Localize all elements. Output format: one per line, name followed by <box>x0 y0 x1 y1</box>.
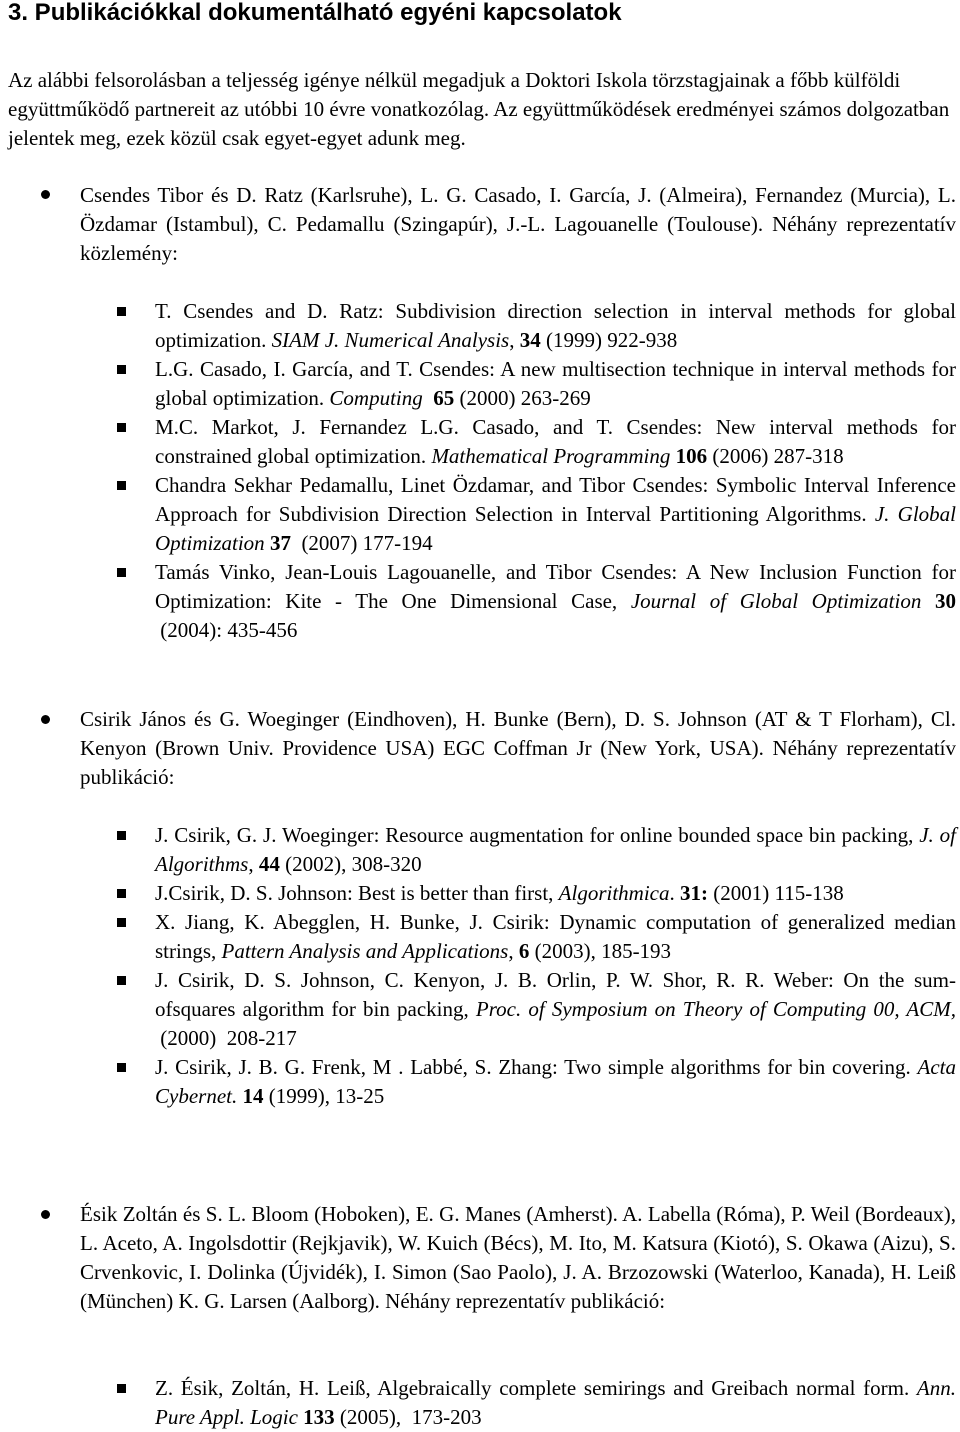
collaboration-text: Csendes Tibor és D. Ratz (Karlsruhe), L. G. Casado, I. García, J. (Almeira), Fernandez (Murcia), L. Özdamar (Istambul), C. Pedamallu (Szingapúr), J.-L. Lagouanelle (Toulouse). Néhány reprezentatív közlemény: <box>80 183 956 265</box>
square-bullet-icon <box>117 307 126 316</box>
publication-item: J. Csirik, J. B. G. Frenk, M . Labbé, S. Zhang: Two simple algorithms for bin covering. Acta Cybernet. 14 (1999), 13-25 <box>0 1053 956 1111</box>
publication-item: M.C. Markot, J. Fernandez L.G. Casado, and T. Csendes: New interval methods for constrained global optimization. Mathematical Programming 106 (2006) 287-318 <box>0 413 956 471</box>
square-bullet-icon <box>117 831 126 840</box>
section-heading: 3. Publikációkkal dokumentálható egyéni kapcsolatok <box>8 0 622 26</box>
square-bullet-icon <box>117 889 126 898</box>
publication-item: Chandra Sekhar Pedamallu, Linet Özdamar, and Tibor Csendes: Symbolic Interval Inference Approach for Subdivision Direction Selection in Interval Partitioning Algorithms. J. Global Optimization 37 (2007) 177-194 <box>0 471 956 558</box>
publication-item: X. Jiang, K. Abegglen, H. Bunke, J. Csirik: Dynamic computation of generalized median strings, Pattern Analysis and Applications, 6 (2003), 185-193 <box>0 908 956 966</box>
publication-item: L.G. Casado, I. García, and T. Csendes: A new multisection technique in interval methods for global optimization. Computing 65 (2000) 263-269 <box>0 355 956 413</box>
publication-item: J. Csirik, D. S. Johnson, C. Kenyon, J. B. Orlin, P. W. Shor, R. R. Weber: On the sum-ofsquares algorithm for bin packing, Proc. of Symposium on Theory of Computing 00, ACM, (2000) 208-217 <box>0 966 956 1053</box>
bullet-icon <box>41 715 50 724</box>
square-bullet-icon <box>117 423 126 432</box>
bullet-icon <box>41 1210 50 1219</box>
square-bullet-icon <box>117 568 126 577</box>
square-bullet-icon <box>117 1384 126 1393</box>
square-bullet-icon <box>117 1063 126 1072</box>
intro-paragraph: Az alábbi felsorolásban a teljesség igénye nélkül megadjuk a Doktori Iskola törzstagjainak a főbb külföldi együttműködő partnereit az utóbbi 10 évre vonatkozólag. Az együttműködések eredményei számos dolgozatban jelentek meg, ezek közül csak egyet-egyet adunk meg. <box>8 68 950 150</box>
publication-item: T. Csendes and D. Ratz: Subdivision direction selection in interval methods for global optimization. SIAM J. Numerical Analysis, 34 (1999) 922-938 <box>0 297 956 355</box>
publication-item: Tamás Vinko, Jean-Louis Lagouanelle, and Tibor Csendes: A New Inclusion Function for Optimization: Kite - The One Dimensional Case, Journal of Global Optimization 30 (2004): 435-456 <box>0 558 956 645</box>
collaboration-text: Csirik János és G. Woeginger (Eindhoven), H. Bunke (Bern), D. S. Johnson (AT & T Florham), Cl. Kenyon (Brown Univ. Providence USA) EGC Coffman Jr (New York, USA). Néhány reprezentatív publikáció: <box>80 707 956 789</box>
square-bullet-icon <box>117 918 126 927</box>
square-bullet-icon <box>117 481 126 490</box>
publication-item: J.Csirik, D. S. Johnson: Best is better than first, Algorithmica. 31: (2001) 115-138 <box>0 879 956 908</box>
bullet-icon <box>41 190 50 199</box>
collaboration-text: Ésik Zoltán és S. L. Bloom (Hoboken), E. G. Manes (Amherst). A. Labella (Róma), P. Weil (Bordeaux), L. Aceto, A. Ingolsdottir (Rejkjavik), W. Kuich (Bécs), M. Ito, M. Katsura (Kiotó), S. Okawa (Aizu), S. Crvenkovic, I. Dolinka (Újvidék), I. Simon (Sao Paolo), J. A. Brzozowski (Waterloo, Kanada), H. Leiß (München) K. G. Larsen (Aalborg). Néhány reprezentatív publikáció: <box>80 1202 956 1313</box>
square-bullet-icon <box>117 365 126 374</box>
publication-list <box>0 1374 960 1432</box>
square-bullet-icon <box>117 976 126 985</box>
publication-item: Z. Ésik, Zoltán, H. Leiß, Algebraically complete semirings and Greibach normal form. Ann. Pure Appl. Logic 133 (2005), 173-203 <box>0 1374 956 1432</box>
publication-item: J. Csirik, G. J. Woeginger: Resource augmentation for online bounded space bin packing, J. of Algorithms, 44 (2002), 308-320 <box>0 821 956 879</box>
publication-list <box>0 297 960 645</box>
publication-list <box>0 821 960 1111</box>
